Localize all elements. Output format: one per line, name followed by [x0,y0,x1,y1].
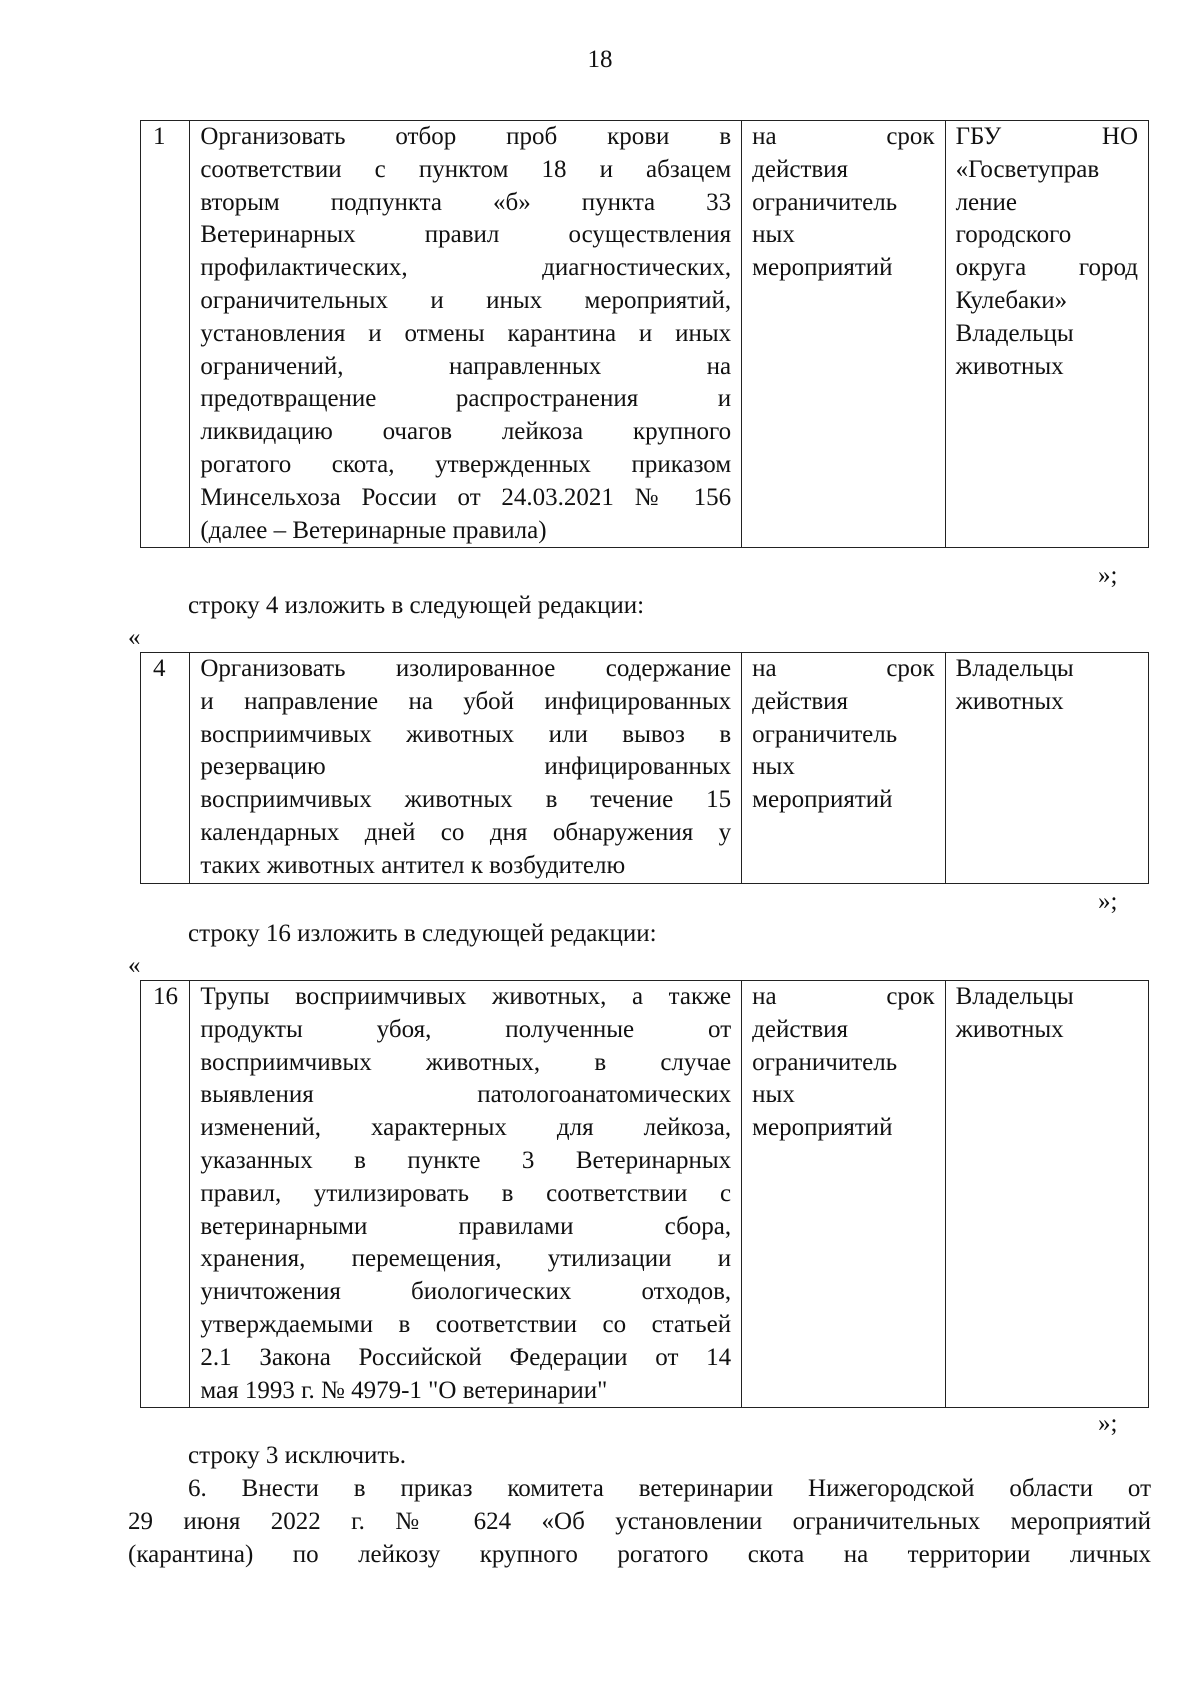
paragraph-line: 6. Внести в приказ комитета ветеринарии Нижегородской области от [188,1475,1151,1502]
text-line: указанных в пункте 3 Ветеринарных [200,1146,732,1174]
term-line: действия [752,155,849,183]
table-row [141,653,1149,884]
opening-quote: « [128,952,141,979]
resp-split-line: округа город [955,254,1138,282]
resp-line: Владельцы [955,983,1074,1010]
resp-line: Кулебаки» [955,286,1068,314]
item-6-paragraph [128,1473,1151,1571]
text-line: Организовать отбор проб крови в [200,123,732,150]
closing-quote: »; [1098,1410,1118,1437]
measure-text [190,121,742,548]
resp-line: животных [955,1015,1064,1043]
resp-first-line: ГБУ НО [955,123,1138,150]
text-line: мая 1993 г. № 4979-1 "О ветеринарии" [200,1376,608,1404]
text-line: изменений, характерных для лейкоза, [200,1114,732,1142]
paragraph-line: (карантина) по лейкозу крупного рогатого скота на территории личных [128,1540,1151,1568]
text-line: соответствии с пунктом 18 и абзацем [200,155,732,183]
text-line: таких животных антител к возбудителю [200,851,626,879]
text-line: Организовать изолированное содержание [200,655,732,682]
text-line: вторым подпункта «б» пункта 33 [200,188,732,216]
responsible-cell [945,981,1148,1408]
resp-line: Владельцы [955,319,1074,347]
measure-text [190,653,742,884]
resp-line: городского [955,221,1072,249]
text-line: уничтожения биологических отходов, [200,1278,732,1306]
text-line: ветеринарными правилами сбора, [200,1212,732,1240]
term-line: мероприятий [752,1114,893,1142]
text-line: рогатого скота, утвержденных приказом [200,450,732,478]
text-line: Трупы восприимчивых животных, а также [200,983,732,1010]
resp-line: ление [955,188,1017,216]
term-first-line: на срок [752,123,935,150]
measure-text [190,981,742,1408]
term-cell [742,653,945,884]
term-line: мероприятий [752,254,893,282]
text-line: ограничительных и иных мероприятий, [200,286,732,314]
text-line: Ветеринарных правил осуществления [200,221,732,249]
row-number: 16 [141,981,190,1408]
term-line: ных [752,221,795,249]
table-row [141,121,1149,548]
resp-line: Владельцы [955,655,1074,682]
term-line: ограничитель [752,1048,898,1076]
text-line: 2.1 Закона Российской Федерации от 14 [200,1343,732,1371]
opening-quote: « [128,624,141,651]
text-line: хранения, перемещения, утилизации и [200,1245,732,1273]
text-line: выявления патологоанатомических [200,1081,732,1109]
amendment-table-row-4 [140,652,1149,884]
term-line: мероприятий [752,786,893,814]
responsible-cell [945,653,1148,884]
text-line: утверждаемыми в соответствии со статьей [200,1310,732,1338]
text-line: резервацию инфицированных [200,753,732,781]
term-cell [742,121,945,548]
term-line: ных [752,1081,795,1109]
instruction-row-4: строку 4 изложить в следующей редакции: [188,592,645,619]
term-line: действия [752,687,849,715]
term-line: ограничитель [752,720,898,748]
amendment-table-row-1 [140,120,1149,548]
resp-line: животных [955,352,1064,380]
row-number: 4 [141,653,190,884]
responsible-cell [945,121,1148,548]
text-line: правил, утилизировать в соответствии с [200,1179,732,1207]
closing-quote: »; [1098,888,1118,915]
term-cell [742,981,945,1408]
term-line: ограничитель [752,188,898,216]
table-row [141,981,1149,1408]
term-line: действия [752,1015,849,1043]
page-number: 18 [587,46,613,73]
closing-quote: »; [1098,562,1118,589]
term-first-line: на срок [752,983,935,1010]
amendment-table-row-16 [140,980,1149,1408]
text-line: ликвидацию очагов лейкоза крупного [200,418,732,446]
text-line: восприимчивых животных или вывоз в [200,720,732,748]
text-line: профилактических, диагностических, [200,254,732,282]
resp-line: «Госветуправ [955,155,1100,183]
text-line: установления и отмены карантина и иных [200,319,732,347]
text-line: предотвращение распространения и [200,385,732,413]
paragraph-line: 29 июня 2022 г. № 624 «Об установлении ограничительных мероприятий [128,1507,1151,1535]
text-line: (далее – Ветеринарные правила) [200,516,547,544]
resp-line: животных [955,687,1064,715]
text-line: Минсельхоза России от 24.03.2021 № 156 [200,483,732,511]
text-line: продукты убоя, полученные от [200,1015,732,1043]
text-line: восприимчивых животных, в случае [200,1048,732,1076]
text-line: календарных дней со дня обнаружения у [200,818,732,846]
text-line: восприимчивых животных в течение 15 [200,786,732,814]
instruction-row-16: строку 16 изложить в следующей редакции: [188,920,657,947]
text-line: и направление на убой инфицированных [200,687,732,715]
term-line: ных [752,753,795,781]
row-number: 1 [141,121,190,548]
term-first-line: на срок [752,655,935,682]
instruction-row-3: строку 3 исключить. [188,1442,406,1469]
text-line: ограничений, направленных на [200,352,732,380]
